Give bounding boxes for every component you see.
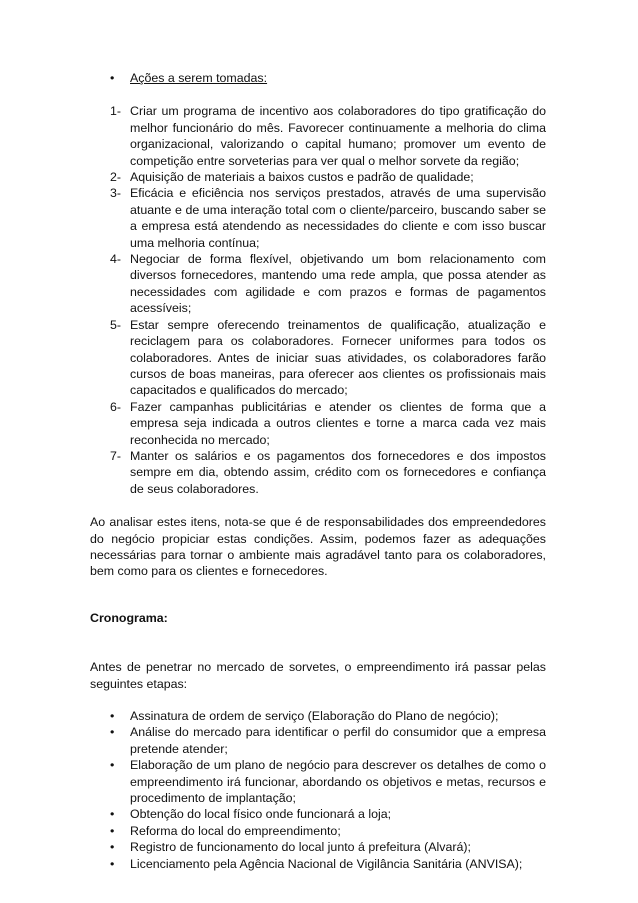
action-text: Aquisição de materiais a baixos custos e padrão de qualidade; <box>130 170 474 185</box>
actions-heading-row <box>90 70 546 86</box>
action-item-5 <box>90 317 546 399</box>
action-number: 1- <box>110 104 122 119</box>
step-text: Elaboração de um plano de negócio para descrever os detalhes de como o empreendimento irá funcionar, abordando os objetivos e metas, recursos e procedimento de implantação; <box>130 758 546 806</box>
action-number: 5- <box>110 317 122 332</box>
schedule-intro: Antes de penetrar no mercado de sorvetes, o empreendimento irá passar pelas seguintes etapas: <box>90 660 546 691</box>
bullet-icon: • <box>110 709 115 723</box>
action-item-2 <box>90 169 546 185</box>
action-number: 3- <box>110 186 122 201</box>
action-number: 7- <box>110 448 122 463</box>
action-item-7 <box>90 448 546 497</box>
step-text: Licenciamento pela Agência Nacional de Vigilância Sanitária (ANVISA); <box>130 856 523 871</box>
step-text: Análise do mercado para identificar o perfil do consumidor que a empresa pretende atender; <box>130 725 546 756</box>
step-text: Reforma do local do empreendimento; <box>130 823 341 838</box>
bullet-icon: • <box>110 807 115 822</box>
action-text: Manter os salários e os pagamentos dos fornecedores e dos impostos sempre em dia, obtendo assim, crédito com os fornecedores e confiança de seus colaboradores. <box>130 448 546 496</box>
action-item-4 <box>90 251 546 317</box>
step-text: Obtenção do local físico onde funcionará a loja; <box>130 807 392 822</box>
actions-heading: Ações a serem tomadas: <box>130 71 268 85</box>
steps-list <box>90 708 546 872</box>
actions-list <box>90 103 546 497</box>
action-text: Estar sempre oferecendo treinamentos de qualificação, atualização e reciclagem para os colaboradores. Fornecer uniformes para todos os colaboradores. Antes de iniciar suas atividades, os colaboradores farão cursos de boas maneiras, para oferecer aos clientes os profissionais mais capacitados e qualificados do mercado; <box>130 317 546 398</box>
step-item-7 <box>90 856 546 872</box>
action-text: Negociar de forma flexível, objetivando um bom relacionamento com diversos fornecedores, mantendo uma rede ampla, que possa atender as necessidades com agilidade e com prazos e formas de pagamentos acessíveis; <box>130 252 546 316</box>
step-item-1 <box>90 708 546 724</box>
bullet-icon: • <box>110 758 115 773</box>
action-number: 4- <box>110 252 122 267</box>
action-item-6 <box>90 399 546 448</box>
step-item-4 <box>90 806 546 822</box>
step-item-5 <box>90 823 546 839</box>
bullet-icon: • <box>110 856 115 871</box>
step-item-2 <box>90 724 546 757</box>
analysis-paragraph: Ao analisar estes itens, nota-se que é de responsabilidades dos empreendedores do negócio propiciar estas condições. Assim, podemos fazer as adequações necessárias para tornar o ambiente mais agradável tanto para os colaboradores, bem como para os clientes e fornecedores. <box>90 515 546 579</box>
schedule-heading: Cronograma: <box>90 610 168 625</box>
action-item-3 <box>90 185 546 251</box>
action-number: 2- <box>110 170 122 185</box>
bullet-icon: • <box>110 725 115 740</box>
step-text: Registro de funcionamento do local junto á prefeitura (Alvará); <box>130 840 471 855</box>
action-text: Eficácia e eficiência nos serviços prestados, através de uma supervisão atuante e de uma interação total com o cliente/parceiro, buscando saber se a empresa está atendendo as necessidades do cliente e com isso buscar uma melhoria contínua; <box>130 186 546 250</box>
step-item-3 <box>90 757 546 806</box>
bullet-icon: • <box>110 840 115 855</box>
document-page <box>90 70 546 872</box>
step-item-6 <box>90 839 546 855</box>
action-number: 6- <box>110 399 122 414</box>
action-text: Fazer campanhas publicitárias e atender os clientes de forma que a empresa seja indicada a outros clientes e torne a marca cada vez mais reconhecida no mercado; <box>130 399 546 447</box>
bullet-icon: • <box>110 71 115 85</box>
action-text: Criar um programa de incentivo aos colaboradores do tipo gratificação do melhor funcionário do mês. Favorecer continuamente a melhoria do clima organizacional, valorizando o capital humano; promover um evento de competição entre sorveterias para ver qual o melhor sorvete da região; <box>130 104 546 168</box>
step-text: Assinatura de ordem de serviço (Elaboração do Plano de negócio); <box>130 709 499 723</box>
bullet-icon: • <box>110 823 115 838</box>
action-item-1 <box>90 103 546 169</box>
